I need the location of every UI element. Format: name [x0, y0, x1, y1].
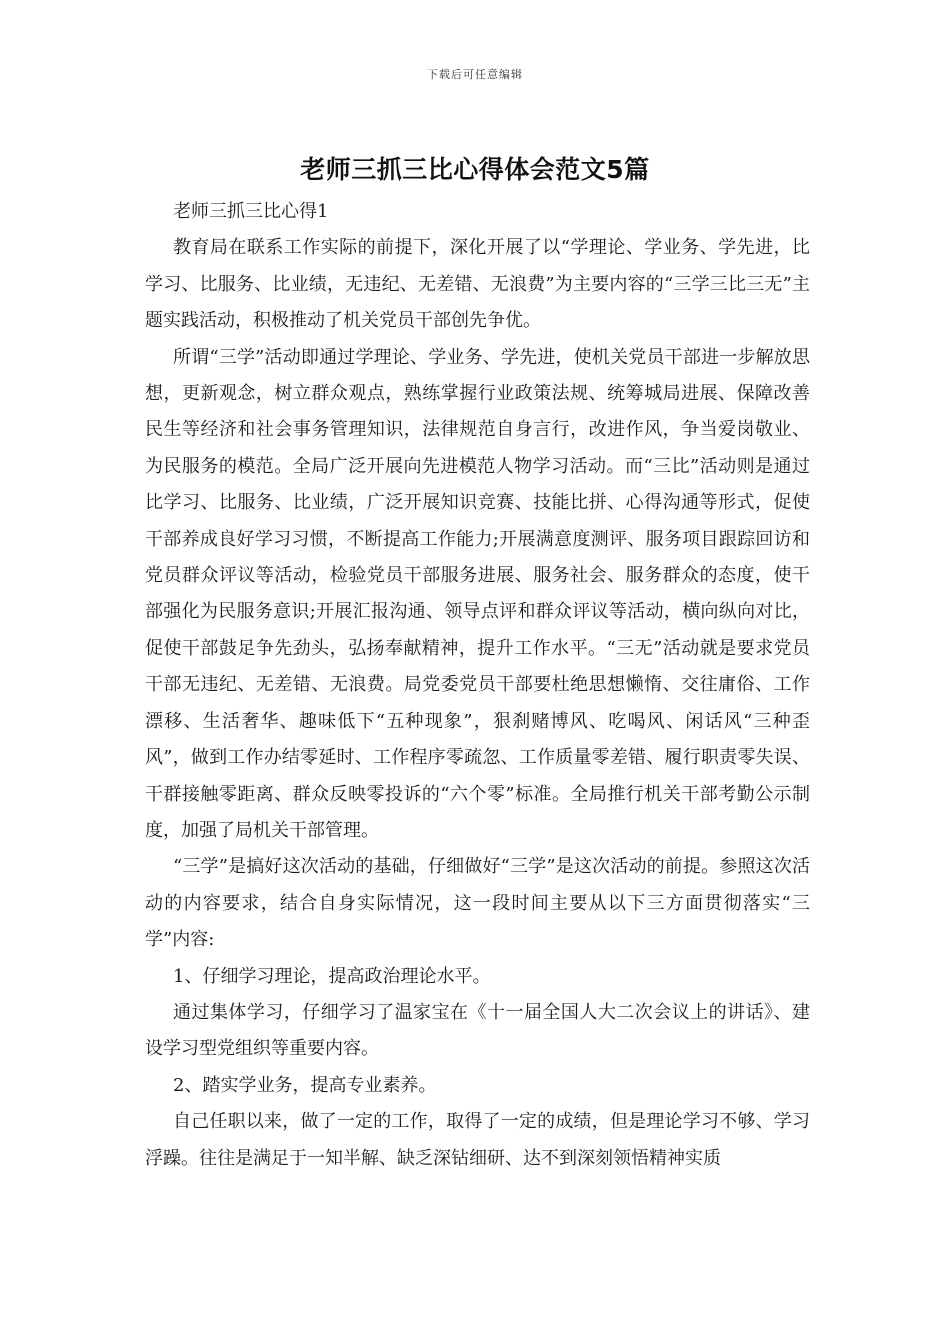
- paragraph: 自己任职以来，做了一定的工作，取得了一定的成绩，但是理论学习不够、学习浮躁。往往是满足于一知半解、缺乏深钻细研、达不到深刻领悟精神实质: [145, 1111, 810, 1169]
- document-body: [145, 194, 810, 1177]
- list-heading: 2、踏实学业务，提高专业素养。: [173, 1074, 437, 1096]
- paragraph: 所谓“三学”活动即通过学理论、学业务、学先进，使机关党员干部进一步解放思想，更新观念，树立群众观点，熟练掌握行业政策法规、统筹城局进展、保障改善民生等经济和社会事务管理知识，法律规范自身言行，改进作风，争当爱岗敬业、为民服务的模范。全局广泛开展向先进模范人物学习活动。而“三比”活动则是通过比学习、比服务、比业绩，广泛开展知识竞赛、技能比拼、心得沟通等形式，促使干部养成良好学习习惯，不断提高工作能力;开展满意度测评、服务项目跟踪回访和党员群众评议等活动，检验党员干部服务进展、服务社会、服务群众的态度，使干部强化为民服务意识;开展汇报沟通、领导点评和群众评议等活动，横向纵向对比，促使干部鼓足争先劲头，弘扬奉献精神，提升工作水平。“三无”活动就是要求党员干部无违纪、无差错、无浪费。局党委党员干部要杜绝思想懒惰、交往庸俗、工作漂移、生活奢华、趣味低下“五种现象”，狠刹赌博风、吃喝风、闲话风“三种歪风”，做到工作办结零延时、工作程序零疏忽、工作质量零差错、履行职责零失误、干群接触零距离、群众反映零投诉的“六个零”标准。全局推行机关干部考勤公示制度，加强了局机关干部管理。: [145, 346, 810, 841]
- paragraph: 教育局在联系工作实际的前提下，深化开展了以“学理论、学业务、学先进，比学习、比服务、比业绩，无违纪、无差错、无浪费”为主要内容的“三学三比三无”主题实践活动，积极推动了机关党员干部创先争优。: [145, 237, 810, 332]
- paragraph: 通过集体学习，仔细学习了温家宝在《十一届全国人大二次会议上的讲话》、建设学习型党组织等重要内容。: [145, 1001, 810, 1060]
- section-heading: 老师三抓三比心得1: [173, 201, 329, 222]
- header-note: 下载后可任意编辑: [427, 68, 523, 81]
- list-heading: 1、仔细学习理论，提高政治理论水平。: [173, 965, 491, 987]
- document-title: 老师三抓三比心得体会范文5篇: [300, 155, 650, 184]
- paragraph: “三学”是搞好这次活动的基础，仔细做好“三学”是这次活动的前提。参照这次活动的内容要求，结合自身实际情况，这一段时间主要从以下三方面贯彻落实“三学”内容:: [145, 856, 810, 951]
